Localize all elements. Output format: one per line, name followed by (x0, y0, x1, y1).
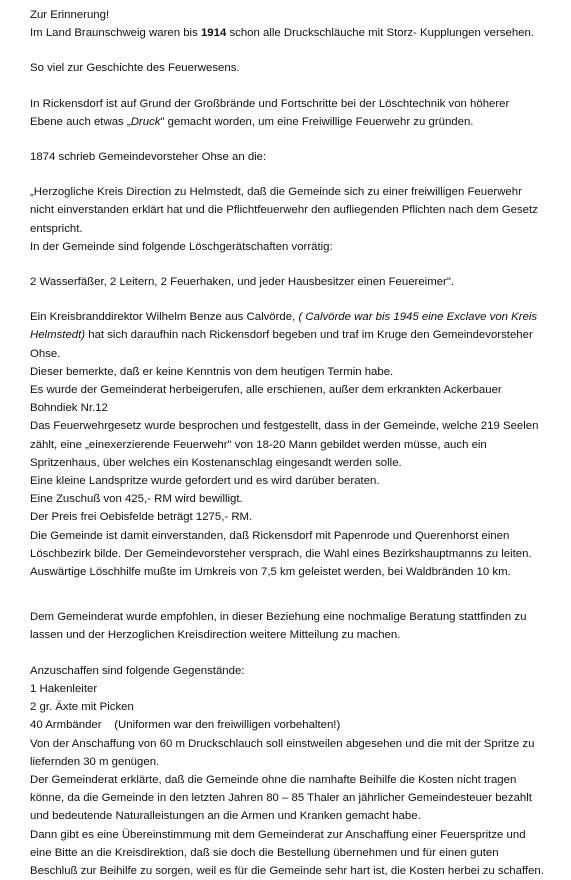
report-italic-1: ( Calvörde war bis 1945 eine Exclave von Kreis (298, 311, 538, 324)
reminder-paragraph (30, 6, 563, 42)
rickensdorf-text-b: " gemacht worden, um eine Freiwillige Feuerwehr zu gründen. (160, 115, 474, 128)
report-line-12: Der Preis frei Oebisfelde beträgt 1275,- RM. (30, 511, 253, 524)
purchase-line-10: Dann gibt es eine Übereinstimmung mit dem Gemeinderat zur Anschaffung einer Feuerspritze und (30, 828, 526, 841)
recommend-line-2: lassen und der Herzoglichen Kreisdirection weitere Mitteilung zu machen. (30, 629, 401, 642)
armbands-note: (Uniformen war den freiwilligen vorbehalten!) (101, 719, 341, 732)
quote-line-5: 2 Wasserfäßer, 2 Leitern, 2 Feuerhaken, und jeder Hausbesitzer einen Feuereimer". (30, 276, 455, 289)
recommendation-paragraph (30, 608, 563, 644)
report-line-10: Eine kleine Landspritze wurde gefordert und es wird darüber beraten. (30, 475, 380, 488)
armbands-item: 40 Armbänder (30, 719, 102, 732)
purchase-line-8: könne, da die Gemeinde in den letzten Jahren 80 – 85 Thaler an jährlicher Gemeindesteuer bezahlt (30, 792, 532, 805)
report-line-9: Spritzenhaus, über welches ein Kostenanschlag eingesandt werden solle. (30, 456, 402, 469)
report-line-15: Auswärtige Löschhilfe mußte im Umkreis von 7,5 km geleistet werden, bei Waldbränden 10 km. (30, 566, 511, 579)
purchase-line-11: eine Bitte an die Kreisdirektion, daß sie doch die Bestellung übernehmen und für einen guten (30, 846, 499, 859)
druck-word: Druck (130, 115, 161, 128)
reminder-line (30, 24, 563, 42)
purchase-line-9: und bedeutende Naturalleistungen an die Armen und Kranken gemacht habe. (30, 810, 421, 823)
purchase-line-5: Von der Anschaffung von 60 m Druckschlauch soll einstweilen abgesehen und die mit der Spritze zu (30, 737, 535, 750)
reminder-text-b: schon alle Druckschläuche mit Storz- Kupplungen versehen. (226, 27, 535, 40)
letter-intro: 1874 schrieb Gemeindevorsteher Ohse an die: (30, 151, 267, 164)
quote-line-4: In der Gemeinde sind folgende Löschgerätschaften vorrätig: (30, 240, 333, 253)
report-italic-2: Helmstedt) (30, 329, 86, 342)
report-line-1 (30, 308, 563, 326)
rickensdorf-line-1: In Rickensdorf ist auf Grund der Großbrände und Fortschritte bei der Löschtechnik von höherer (30, 97, 510, 110)
report-line-11: Eine Zuschuß von 425,- RM wird bewilligt. (30, 493, 243, 506)
purchase-line-12: Beschluß zur Beihilfe zu sorgen, weil es für die Gemeinde sehr hart ist, die Kosten herbei zu schaffen. (30, 864, 544, 877)
purchase-line-6: liefernden 30 m genügen. (30, 755, 160, 768)
report-line-7: Das Feuerwehrgesetz wurde besprochen und festgestellt, dass in der Gemeinde, welche 219 Seelen (30, 420, 539, 433)
reminder-year: 1914 (200, 27, 227, 40)
reminder-text-a: Im Land Braunschweig waren bis (30, 27, 201, 40)
quote-line-3: entspricht. (30, 222, 83, 235)
quote-line-2: nicht einverstanden erklärt hat und die Pflichtfeuerwehr den aufliegenden Pflichten nach dem Gesetz (30, 204, 538, 217)
history-paragraph: So viel zur Geschichte des Feuerwesens. (30, 62, 240, 75)
purchase-line-7: Der Gemeinderat erklärte, daß die Gemeinde ohne die namhafte Beihilfe die Kosten nicht tragen (30, 773, 517, 786)
purchase-paragraph (30, 662, 563, 880)
report-line-14: Löschbezirk bilde. Der Gemeindevorsteher versprach, die Wahl eines Bezirkshauptmanns zu leiten. (30, 547, 532, 560)
letter-quote (30, 183, 563, 291)
reminder-title: Zur Erinnerung! (30, 9, 110, 21)
rickensdorf-paragraph (30, 95, 563, 131)
recommend-line-1: Dem Gemeinderat wurde empfohlen, in dieser Beziehung eine nochmalige Beratung stattfinden zu (30, 611, 527, 624)
report-line-13: Die Gemeinde ist damit einverstanden, daß Rickensdorf mit Papenrode und Querenhorst einen (30, 529, 510, 542)
report-line-8: zählt, eine „einexerzierende Feuerwehr" von 18-20 Mann gebildet werden müsse, auch ein (30, 438, 487, 451)
purchase-line-4 (30, 716, 563, 734)
report-line-3: Ohse. (30, 347, 61, 360)
report-line-2 (30, 326, 563, 344)
report-line-6: Bohndiek Nr.12 (30, 402, 108, 415)
rickensdorf-text-a: Ebene auch etwas „ (30, 115, 131, 128)
report-line-5: Es wurde der Gemeinderat herbeigerufen, alle erschienen, außer dem erkrankten Ackerbauer (30, 384, 502, 397)
report-text-b: hat sich daraufhin nach Rickensdorf begeben und traf im Kruge den Gemeindevorsteher (85, 329, 533, 342)
purchase-line-1: Anzuschaffen sind folgende Gegenstände: (30, 664, 245, 677)
purchase-line-2: 1 Hakenleiter (30, 682, 98, 695)
report-line-4: Dieser bemerkte, daß er keine Kenntnis von dem heutigen Termin habe. (30, 365, 394, 378)
report-text-a: Ein Kreisbranddirektor Wilhelm Benze aus Calvörde, (30, 311, 299, 324)
report-paragraph (30, 308, 563, 581)
rickensdorf-line-2 (30, 113, 563, 131)
quote-line-1: „Herzogliche Kreis Direction zu Helmstedt, daß die Gemeinde sich zu einer freiwilligen Feuerwehr (30, 186, 522, 199)
purchase-line-3: 2 gr. Äxte mit Picken (30, 701, 134, 714)
